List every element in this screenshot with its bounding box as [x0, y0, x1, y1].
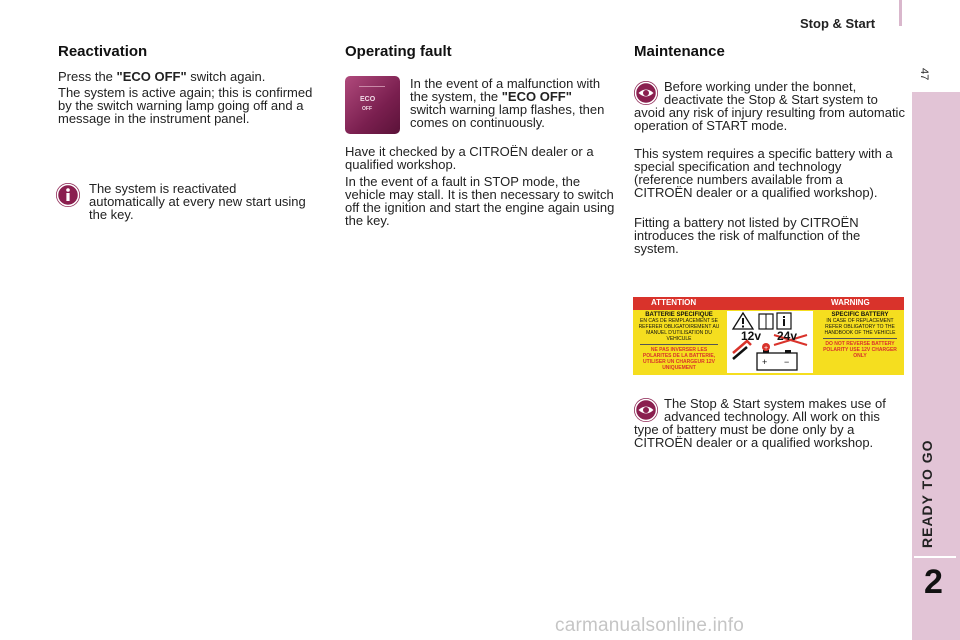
- chapter-number: 2: [924, 563, 943, 601]
- svg-text:−: −: [784, 357, 790, 367]
- eco-off-switch-photo: ECO OFF: [345, 76, 400, 134]
- label-attention: ATTENTION: [651, 298, 697, 307]
- operating-fault-para-2: Have it checked by a CITROËN dealer or a qualified workshop.: [345, 144, 594, 172]
- label-12v: 12v: [741, 329, 762, 343]
- label-24v: 24v: [777, 329, 798, 343]
- section-title: Stop & Start: [800, 16, 876, 31]
- operating-fault-heading: Operating fault: [345, 43, 452, 60]
- reactivation-heading: Reactivation: [58, 43, 148, 60]
- battery-pictogram: [727, 311, 813, 373]
- maintenance-heading: Maintenance: [634, 43, 725, 60]
- label-fr-text: BATTERIE SPECIFIQUE EN CAS DE REMPLACEMENT SE REFERER OBLIGATOIREMENT AU MANUEL D'UTILISATION DU VEHICULE NE PAS INVERSER LES POLARITES DE LA BATTERIE, UTILISER UN CHARGEUR 12V UNIQUEMENT: [638, 312, 720, 371]
- reactivation-para-2: The system is active again; this is confirmed by the switch warning lamp going off and a message in the instrument panel.: [58, 85, 313, 126]
- svg-text:+: +: [764, 345, 769, 352]
- maintenance-para-3: Fitting a battery not listed by CITROËN introduces the risk of malfunction of the system.: [634, 215, 861, 256]
- reactivation-para-1: Press the "ECO OFF" switch again.: [58, 69, 266, 84]
- watermark: carmanualsonline.info: [555, 615, 745, 636]
- chapter-title: READY TO GO: [919, 439, 935, 548]
- reactivation-info-text: The system is reactivated automatically at every new start using the key.: [89, 181, 306, 222]
- svg-text:+: +: [762, 357, 768, 367]
- operating-fault-para-3: In the event of a fault in STOP mode, the vehicle may stall. It is then necessary to switch off the ignition and start the engine again using the key.: [345, 174, 615, 228]
- info-icon: [56, 183, 80, 207]
- maintenance-para-2: This system requires a specific battery with a special specification and technology (reference numbers available from a CITROËN dealer or a qualified workshop).: [634, 146, 893, 200]
- label-center-panel: [727, 311, 813, 373]
- maintenance-para-4: The Stop & Start system makes use of advanced technology. All work on this type of battery must be done only by a CITROËN dealer or a qualified workshop.: [634, 396, 886, 450]
- operating-fault-para-1: In the event of a malfunction with the system, the "ECO OFF" switch warning lamp flashes, then comes on continuously.: [410, 76, 605, 130]
- chapter-divider: [914, 556, 956, 558]
- label-en-text: SPECIFIC BATTERY IN CASE OF REPLACEMENT REFER OBLIGATORY TO THE HANDBOOK OF THE VEHICLE DO NOT REVERSE BATTERY POLARITY USE 12V CHARGER ONLY: [823, 312, 897, 359]
- battery-warning-label: [633, 297, 904, 375]
- maintenance-para-1: Before working under the bonnet, deactivate the Stop & Start system to avoid any risk of injury resulting from automatic operation of START mode.: [634, 79, 905, 133]
- header-divider: [899, 0, 902, 26]
- label-warning: WARNING: [831, 298, 870, 307]
